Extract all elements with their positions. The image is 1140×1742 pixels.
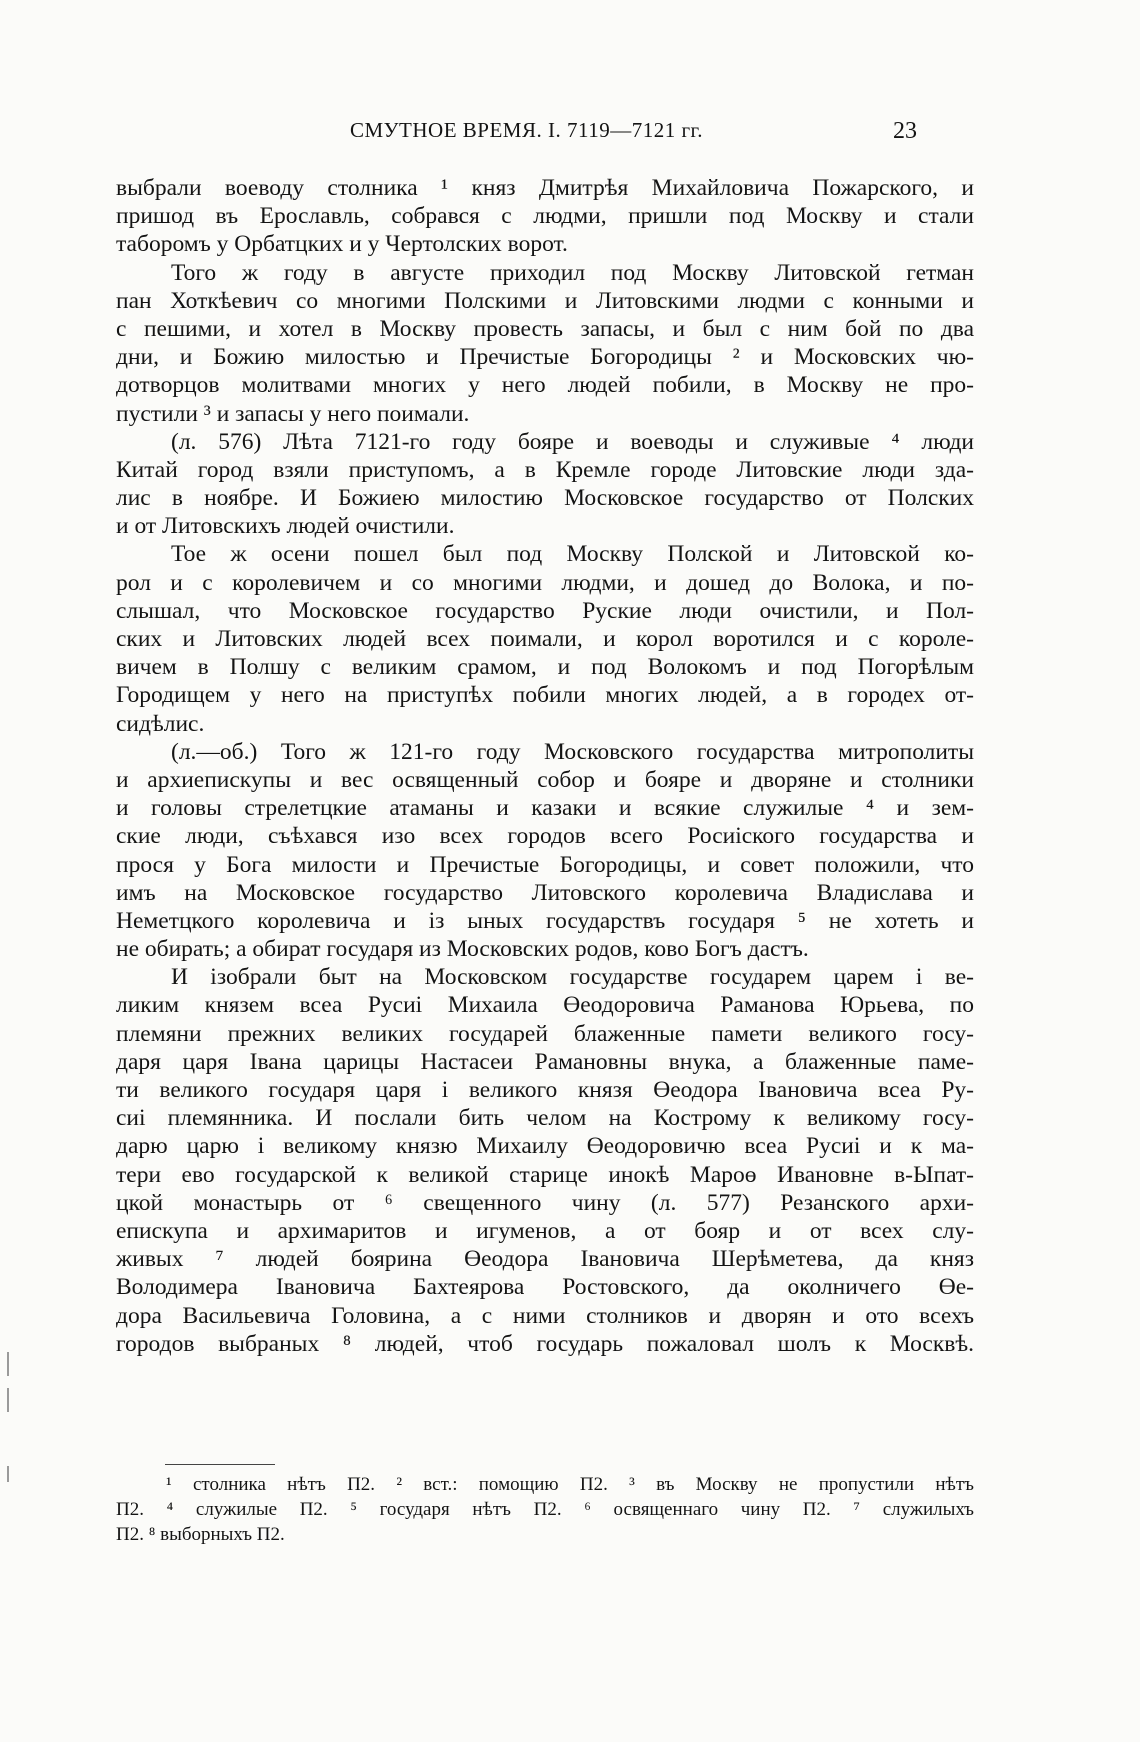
page-number: 23 bbox=[893, 118, 917, 144]
text-line: пришод въ Ерославль, собрався с людми, пришли под Москву и стали bbox=[116, 203, 974, 230]
text-line: Володимера Івановича Бахтеярова Ростовского, да околничего Өе- bbox=[116, 1274, 974, 1301]
text-line: дотворцов молитвами многих у него людей побили, в Москву не про- bbox=[116, 372, 974, 399]
text-line: и от Литовскихъ людей очистили. bbox=[116, 513, 455, 540]
text-line: городов выбраных ⁸ людей, чтоб государь пожаловал шолъ к Москвѣ. bbox=[116, 1330, 974, 1357]
text-line: дни, и Божию милостью и Пречистые Богородицы ² и Московских чю- bbox=[116, 344, 974, 371]
text-line: имъ на Московское государство Литовского королевича Владислава и bbox=[116, 879, 974, 906]
running-head: СМУТНОЕ ВРЕМЯ. I. 7119—7121 гг. bbox=[350, 118, 704, 142]
text-line: дарю царю і великому князю Михаилу Өеодоровичю всеа Русиі и к ма- bbox=[116, 1133, 974, 1160]
text-line: Тое ж осени пошел был под Москву Полской и Литовской ко- bbox=[171, 541, 974, 568]
text-line: дора Васильевича Головина, а с ними столников и дворян и ото всехъ bbox=[116, 1302, 974, 1329]
text-line: ти великого государя царя і великого князя Өеодора Івановича всеа Ру- bbox=[116, 1077, 974, 1103]
text-line: (л. 576) Лѣта 7121-го году бояре и воеводы и служивые ⁴ люди bbox=[171, 428, 974, 455]
text-line: (л.—об.) Того ж 121-го году Московского государства митрополиты bbox=[171, 738, 974, 765]
text-line: цкой монастырь от ⁶ свещенного чину (л. 577) Резанского архи- bbox=[116, 1189, 974, 1216]
text-line: и головы стрелетцкие атаманы и казаки и всякие служилые ⁴ и зем- bbox=[116, 795, 974, 822]
text-line: живых ⁷ людей боярина Өеодора Івановича Шерѣметева, да княз bbox=[116, 1246, 974, 1273]
text-line: епискупа и архимаритов и игуменов, а от бояр и от всех слу- bbox=[116, 1217, 974, 1244]
text-line: тери ево государской к великой старице инокѣ Мароө Ивановне в-Ыпат- bbox=[116, 1161, 974, 1188]
text-line: прося у Бога милости и Пречистые Богородицы, и совет положили, что bbox=[116, 851, 974, 878]
text-line: выбрали воеводу столника ¹ княз Дмитрѣя Михайловича Пожарского, и bbox=[116, 175, 974, 201]
footnote-line: П2. ⁸ выборныхъ П2. bbox=[116, 1524, 285, 1545]
text-line: ликим князем всеа Русиі Михаила Өеодоровича Раманова Юрьева, по bbox=[116, 992, 974, 1019]
text-line: рол и с королевичем и со многими людми, и дошед до Волока, и по- bbox=[116, 569, 974, 596]
text-line: пустили ³ и запасы у него поимали. bbox=[116, 400, 470, 427]
text-line: ские люди, съѣхався изо всех городов всего Росиіского государства и bbox=[116, 823, 974, 850]
text-line: и архиепискупы и вес освященный собор и бояре и дворяне и столники bbox=[116, 766, 974, 793]
page-header bbox=[0, 118, 1140, 148]
text-line: Китай город взяли приступомъ, а в Кремле городе Литовские люди зда- bbox=[116, 456, 974, 483]
footnotes bbox=[116, 1472, 974, 1547]
margin-mark bbox=[7, 1352, 9, 1376]
text-line: слышал, что Московское государство Руские люди очистили, и Пол- bbox=[116, 597, 974, 624]
text-line: сидѣлис. bbox=[116, 710, 205, 737]
text-line: племяни прежних великих государей блаженные памети великого госу- bbox=[116, 1020, 974, 1047]
text-line: сиі племянника. И послали бить челом на Кострому к великому госу- bbox=[116, 1105, 974, 1132]
footnote-line: ¹ столника нѣтъ П2. ² вст.: помощию П2. ³ въ Москву не пропустили нѣтъ bbox=[166, 1474, 974, 1495]
text-line: Того ж году в августе приходил под Москву Литовской гетман bbox=[171, 259, 974, 286]
text-line: И ізобрали быт на Московском государстве государем царем і ве- bbox=[171, 964, 974, 991]
text-line: пан Хоткѣевич со многими Полскими и Литовскими людми с конными и bbox=[116, 287, 974, 314]
text-line: вичем в Полшу с великим срамом, и под Волокомъ и под Погорѣлым bbox=[116, 654, 974, 681]
margin-mark bbox=[7, 1388, 9, 1412]
footnote-line: П2. ⁴ служилые П2. ⁵ государя нѣтъ П2. ⁶ освященнаго чину П2. ⁷ служилыхъ bbox=[116, 1499, 974, 1520]
footnote-divider bbox=[165, 1464, 275, 1465]
text-line: с пешими, и хотел в Москву провесть запасы, и был с ним бой по два bbox=[116, 315, 974, 342]
margin-mark bbox=[7, 1466, 9, 1482]
text-line: Городищем у него на приступѣх побили многих людей, а в городех от- bbox=[116, 682, 974, 709]
text-line: даря царя Івана царицы Настасеи Рамановны внука, а блаженные паме- bbox=[116, 1048, 974, 1075]
text-line: Неметцкого королевича и із ыных государствъ государя ⁵ не хотеть и bbox=[116, 907, 974, 934]
text-line: ских и Литовских людей всех поимали, и корол воротился и с короле- bbox=[116, 626, 974, 652]
body-text bbox=[116, 174, 974, 1358]
text-line: не обирать; а обират государя из Московских родов, ково Богъ дастъ. bbox=[116, 936, 809, 963]
text-line: лис в ноябре. И Божиею милостию Московское государство от Полских bbox=[116, 485, 974, 512]
text-line: таборомъ у Орбатцких и у Чертолских ворот. bbox=[116, 231, 568, 258]
